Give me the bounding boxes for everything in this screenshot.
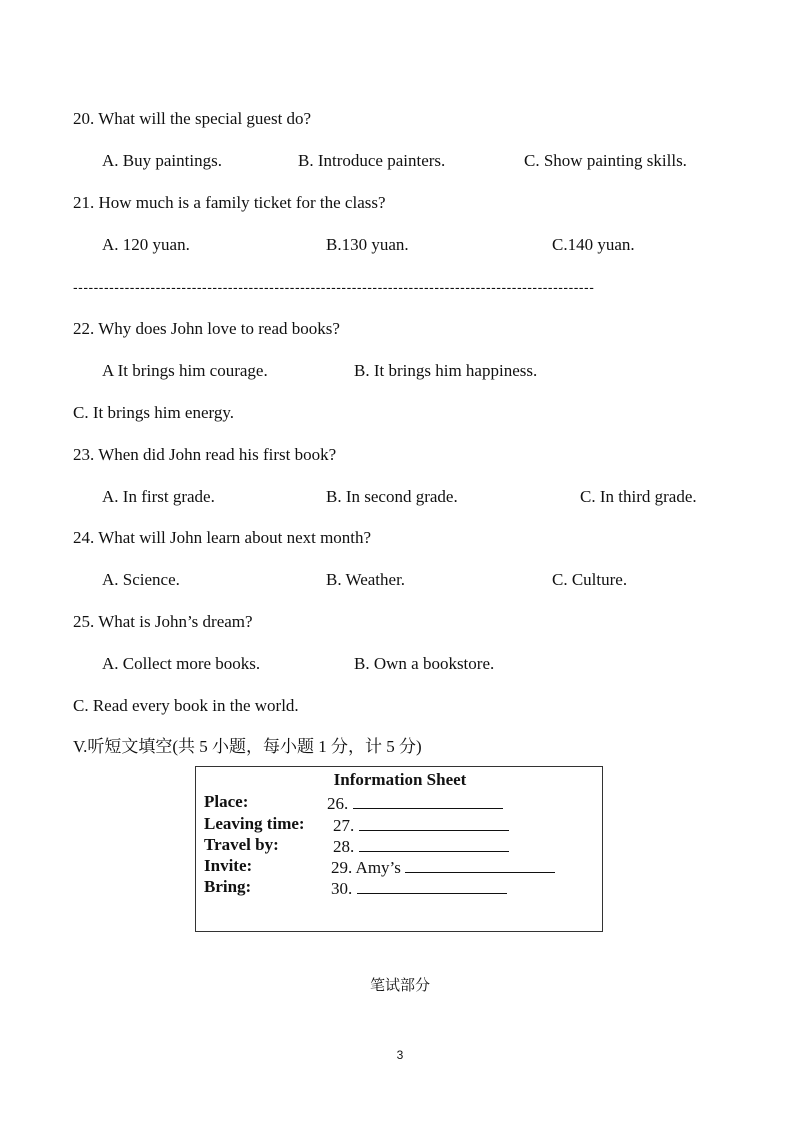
information-sheet-title: Information Sheet (333, 770, 467, 789)
place-number: 26. (327, 794, 349, 813)
q24-option-c: C. Culture. (552, 570, 628, 589)
travel-by-label: Travel by: (204, 835, 279, 854)
leaving-time-field (333, 814, 509, 836)
q22-option-a: A It brings him courage. (102, 361, 268, 380)
leaving-time-label: Leaving time: (204, 814, 305, 833)
q20-option-a: A. Buy paintings. (102, 151, 222, 170)
q25-option-a: A. Collect more books. (102, 654, 261, 673)
q22-option-c: C. It brings him energy. (73, 403, 235, 422)
q20-option-b: B. Introduce painters. (298, 151, 446, 170)
written-section-label: 笔试部分 (369, 978, 430, 994)
bring-field (331, 877, 507, 899)
bring-number: 30. (331, 879, 353, 898)
q23-option-b: B. In second grade. (326, 487, 458, 506)
invite-label: Invite: (204, 856, 253, 875)
bring-label: Bring: (204, 877, 252, 896)
invite-number: 29. Amy’s (331, 858, 401, 877)
information-sheet (195, 766, 603, 932)
section-heading: V.听短文填空(共 5 小题，每小题 1 分，计 5 分) (73, 737, 422, 756)
leaving-time-blank (359, 814, 509, 831)
question-25: 25. What is John’s dream? (73, 612, 253, 631)
place-field (327, 792, 503, 814)
q21-option-b: B.130 yuan. (326, 235, 409, 254)
q24-option-a: A. Science. (102, 570, 180, 589)
q20-option-c: C. Show painting skills. (524, 151, 687, 170)
q21-option-a: A. 120 yuan. (102, 235, 190, 254)
q23-option-c: C. In third grade. (580, 487, 697, 506)
invite-blank (405, 856, 555, 873)
travel-by-field (333, 835, 509, 857)
q21-option-c: C.140 yuan. (552, 235, 635, 254)
q25-option-b: B. Own a bookstore. (354, 654, 495, 673)
invite-field (331, 856, 555, 878)
leaving-time-number: 27. (333, 816, 355, 835)
place-label: Place: (204, 792, 249, 811)
q24-option-b: B. Weather. (326, 570, 406, 589)
q25-option-c: C. Read every book in the world. (73, 696, 299, 715)
place-blank (353, 792, 503, 809)
question-22: 22. Why does John love to read books? (73, 319, 340, 338)
dashed-separator: ----------------------------------------------------------------------------------------------------- (73, 279, 595, 295)
bring-blank (357, 877, 507, 894)
q22-option-b: B. It brings him happiness. (354, 361, 538, 380)
question-21: 21. How much is a family ticket for the class? (73, 193, 386, 212)
travel-by-blank (359, 835, 509, 852)
question-23: 23. When did John read his first book? (73, 445, 337, 464)
q23-option-a: A. In first grade. (102, 487, 215, 506)
travel-by-number: 28. (333, 837, 355, 856)
page-number: 3 (396, 1048, 404, 1062)
question-24: 24. What will John learn about next month? (73, 528, 372, 547)
question-20: 20. What will the special guest do? (73, 109, 312, 128)
